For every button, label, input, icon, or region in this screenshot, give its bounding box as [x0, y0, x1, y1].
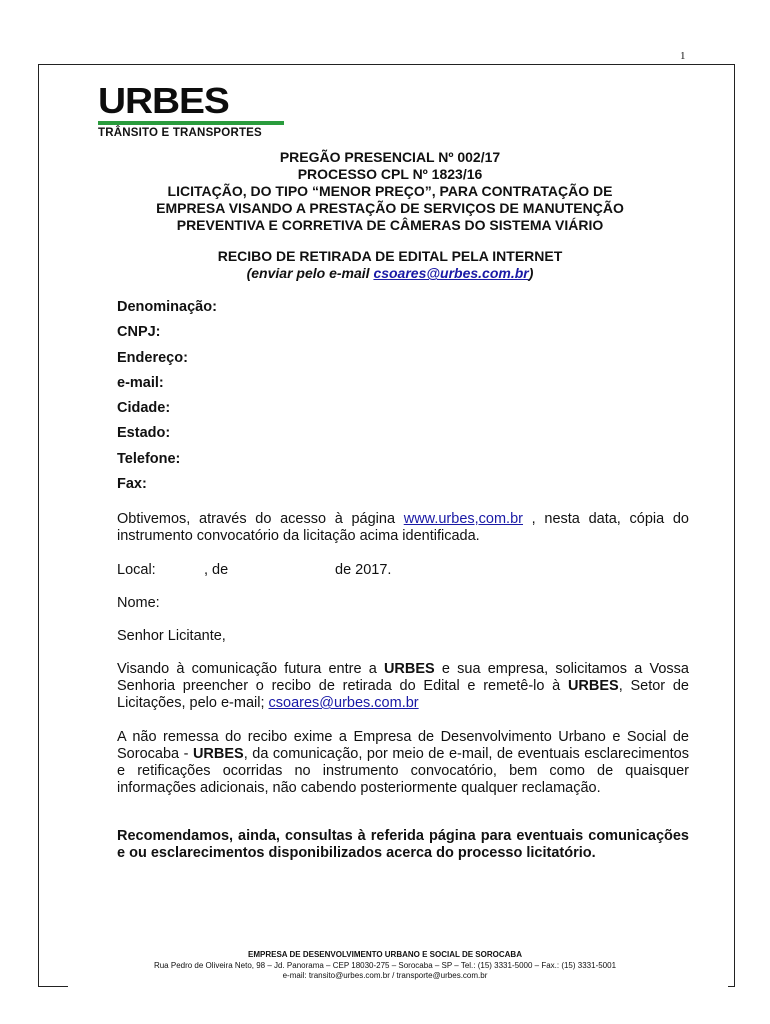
paragraph-disclaimer	[117, 729, 689, 797]
recibo-email-link[interactable]: csoares@urbes.com.br	[373, 265, 529, 281]
urbes-bold: URBES	[192, 746, 244, 762]
text: e sua empresa, solicitamos a Vossa Senhoria preencher o recibo de retirada do Edital e remetê-lo à	[117, 661, 689, 694]
salutation: Senhor Licitante,	[117, 628, 226, 644]
page-frame-bottom-right	[728, 986, 735, 987]
footer-address: Rua Pedro de Oliveira Neto, 98 – Jd. Panorama – CEP 18030-275 – Sorocaba – SP – Tel.: (15) 3331-5000 – Fax.: (15) 3331-5001	[153, 960, 617, 970]
local-de-2: de 2017.	[335, 562, 392, 578]
footer-company: EMPRESA DE DESENVOLVIMENTO URBANO E SOCIAL DE SOROCABA	[248, 950, 522, 959]
logo-subtitle: TRÂNSITO E TRANSPORTES	[98, 127, 262, 139]
recibo-email-line	[60, 265, 720, 282]
field-email: e-mail:	[117, 374, 164, 391]
recibo-heading	[60, 248, 720, 282]
title-line: EMPRESA VISANDO A PRESTAÇÃO DE SERVIÇOS DE MANUTENÇÃO	[156, 200, 624, 216]
csoares-email-link[interactable]: csoares@urbes.com.br	[268, 695, 419, 711]
urbes-site-link[interactable]: www.urbes,com.br	[403, 511, 523, 527]
field-denominacao: Denominação:	[117, 299, 217, 315]
recibo-title: RECIBO DE RETIRADA DE EDITAL PELA INTERNET	[217, 248, 563, 264]
paragraph-recommendation: Recomendamos, ainda, consultas à referida página para eventuais comunicações e ou esclarecimentos disponibilizados acerca do processo licitatório.	[117, 828, 689, 861]
title-line: PREGÃO PRESENCIAL Nº 002/17	[279, 149, 501, 165]
footer	[80, 950, 690, 982]
logo-underline	[98, 121, 284, 125]
title-line: PROCESSO CPL Nº 1823/16	[297, 166, 483, 182]
urbes-logo	[98, 82, 284, 139]
page-frame-top	[38, 64, 734, 65]
nome-line: Nome:	[117, 595, 160, 611]
page-frame-right	[734, 64, 735, 986]
text: Visando à comunicação futura entre a	[117, 661, 384, 677]
logo-word: URBES	[98, 80, 229, 121]
page-frame-left	[38, 64, 39, 986]
email-prefix: (enviar pelo e-mail	[246, 265, 374, 281]
local-label: Local:	[117, 562, 156, 578]
field-endereco: Endereço:	[117, 349, 188, 366]
text: , nesta data, cópia do instrumento convocatório da licitação acima identificada.	[117, 511, 689, 544]
text: Obtivemos, através do acesso à página	[117, 511, 404, 527]
urbes-bold: URBES	[567, 678, 619, 694]
paragraph-access	[117, 511, 689, 545]
field-estado: Estado:	[117, 425, 171, 442]
page-number: 1	[680, 50, 686, 62]
field-fax: Fax:	[117, 476, 147, 493]
field-cnpj: CNPJ:	[117, 324, 161, 341]
form-fields	[117, 299, 217, 501]
footer-emails: e-mail: transito@urbes.com.br / transporte@urbes.com.br	[282, 971, 488, 980]
title-line: PREVENTIVA E CORRETIVA DE CÂMERAS DO SISTEMA VIÁRIO	[176, 217, 604, 233]
text: , da comunicação, por meio de e-mail, de eventuais esclarecimentos e retificações ocorridas no instrumento convocatório, bem como de quaisquer informações adicionais, não cabendo posteriormente qualquer reclamação.	[117, 746, 689, 796]
text: A não remessa do recibo exime a Empresa de Desenvolvimento Urbano e Social de Sorocaba -	[117, 729, 689, 762]
page-frame-bottom-left	[38, 986, 68, 987]
document-title	[60, 149, 720, 234]
title-line: LICITAÇÃO, DO TIPO “MENOR PREÇO”, PARA CONTRATAÇÃO DE	[167, 183, 613, 199]
paragraph-communication	[117, 661, 689, 712]
field-telefone: Telefone:	[117, 450, 181, 467]
urbes-bold: URBES	[383, 661, 435, 677]
email-suffix: )	[528, 265, 534, 281]
field-cidade: Cidade:	[117, 400, 171, 417]
text: , Setor de Licitações, pelo e-mail;	[117, 678, 689, 711]
local-line	[117, 562, 689, 579]
local-de-1: , de	[204, 562, 229, 578]
